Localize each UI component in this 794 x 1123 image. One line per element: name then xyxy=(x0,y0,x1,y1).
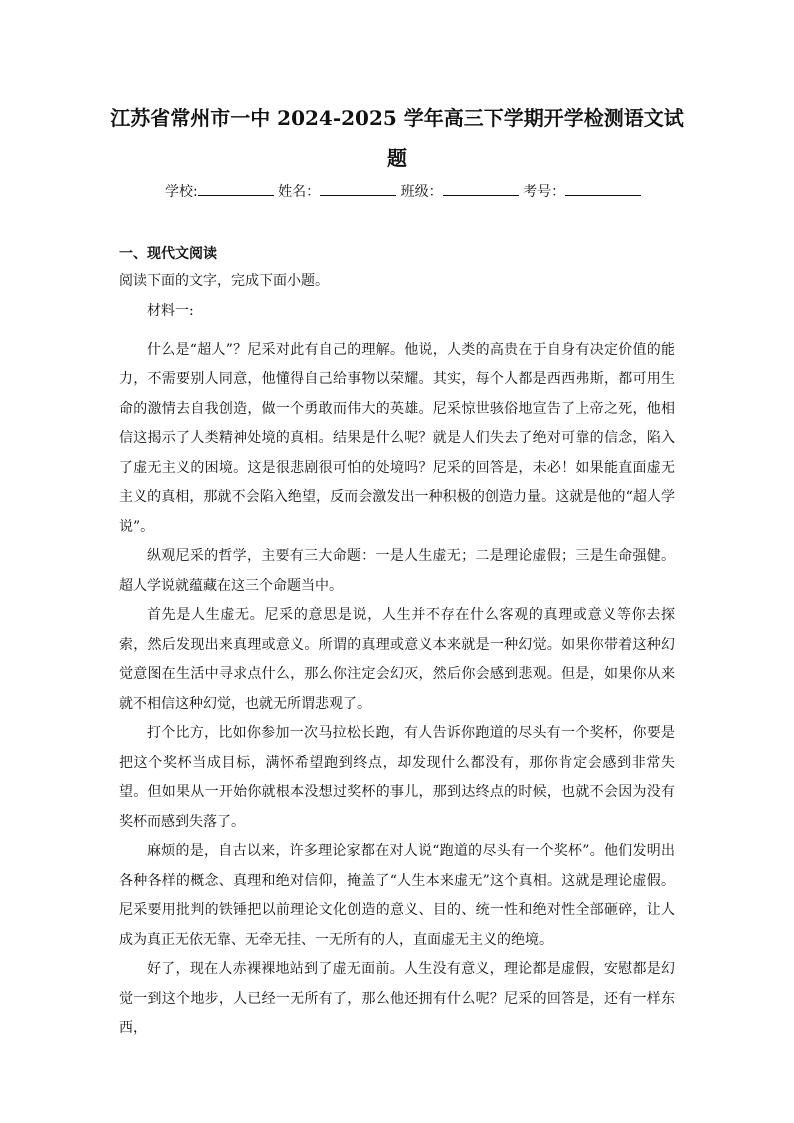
name-blank[interactable] xyxy=(320,181,396,196)
page-title-line-2: 题 xyxy=(387,146,407,170)
exam-number-blank[interactable] xyxy=(565,181,641,196)
paragraph: 纵观尼采的哲学，主要有三大命题：一是人生虚无；二是理论虚假；三是生命强健。超人学说就蕴藏在这三个命题当中。 xyxy=(119,548,675,594)
school-label: 学校: xyxy=(165,184,198,200)
paragraph: 好了，现在人赤裸裸地站到了虚无面前。人生没有意义，理论都是虚假，安慰都是幻觉一到这个地步，人已经一无所有了，那么他还拥有什么呢？尼采的回答是，还有一样东西， xyxy=(119,961,675,1036)
section-instruction: 阅读下面的文字，完成下面小题。 xyxy=(119,273,329,289)
paragraph: 什么是“超人”？尼采对此有自己的理解。他说，人类的高贵在于自身有决定价值的能力，不需要别人同意，他懂得自己给事物以荣耀。其实，每个人都是西西弗斯，都可用生命的激情去自我创造，做一个勇敢而伟大的英雄。尼采惊世骇俗地宣告了上帝之死，他相信这揭示了人类精神处境的真相。结果是什么呢？就是人们失去了绝对可靠的信念，陷入了虚无主义的困境。这是很悲剧很可怕的处境吗？尼采的回答是，未必！如果能直面虚无主义的真相，那就不会陷入绝望，反而会激发出一种积极的创造力量。这就是他的“超人学说”。 xyxy=(119,341,675,535)
exam-number-label: 考号： xyxy=(523,184,566,200)
school-blank[interactable] xyxy=(198,181,274,196)
class-label: 班级： xyxy=(400,184,443,200)
material-label: 材料一: xyxy=(147,303,194,319)
name-label: 姓名： xyxy=(278,184,321,200)
paragraph: 打个比方，比如你参加一次马拉松长跑，有人告诉你跑道的尽头有一个奖杯，你要是把这个奖杯当成目标，满怀希望跑到终点，却发现什么都没有，那你肯定会感到非常失望。但如果从一开始你就根本没想过奖杯的事儿，那到达终点的时候，也就不会因为没有奖杯而感到失落了。 xyxy=(119,725,675,830)
class-blank[interactable] xyxy=(443,181,519,196)
student-info-line xyxy=(165,181,641,202)
page-title-line-1: 江苏省常州市一中 2024-2025 学年高三下学期开学检测语文试 xyxy=(110,106,684,130)
passage xyxy=(119,297,675,1044)
paragraph: 首先是人生虚无。尼采的意思是说，人生并不存在什么客观的真理或意义等你去探索，然后发现出来真理或意义。所谓的真理或意义本来就是一种幻觉。如果你带着这种幻觉意图在生活中寻求点什么，那么你注定会幻灭，然后你会感到悲观。但是，如果你从来就不相信这种幻觉，也就无所谓悲观了。 xyxy=(119,607,675,712)
paragraph: 麻烦的是，自古以来，许多理论家都在对人说“跑道的尽头有一个奖杯”。他们发明出各种各样的概念、真理和绝对信仰，掩盖了“人生本来虚无”这个真相。这就是理论虚假。尼采要用批判的铁锤把以前理论文化创造的意义、目的、统一性和绝对性全部砸碎，让人成为真正无依无靠、无牵无挂、一无所有的人，直面虚无主义的绝境。 xyxy=(119,843,675,948)
section-heading: 一、现代文阅读 xyxy=(119,246,217,262)
